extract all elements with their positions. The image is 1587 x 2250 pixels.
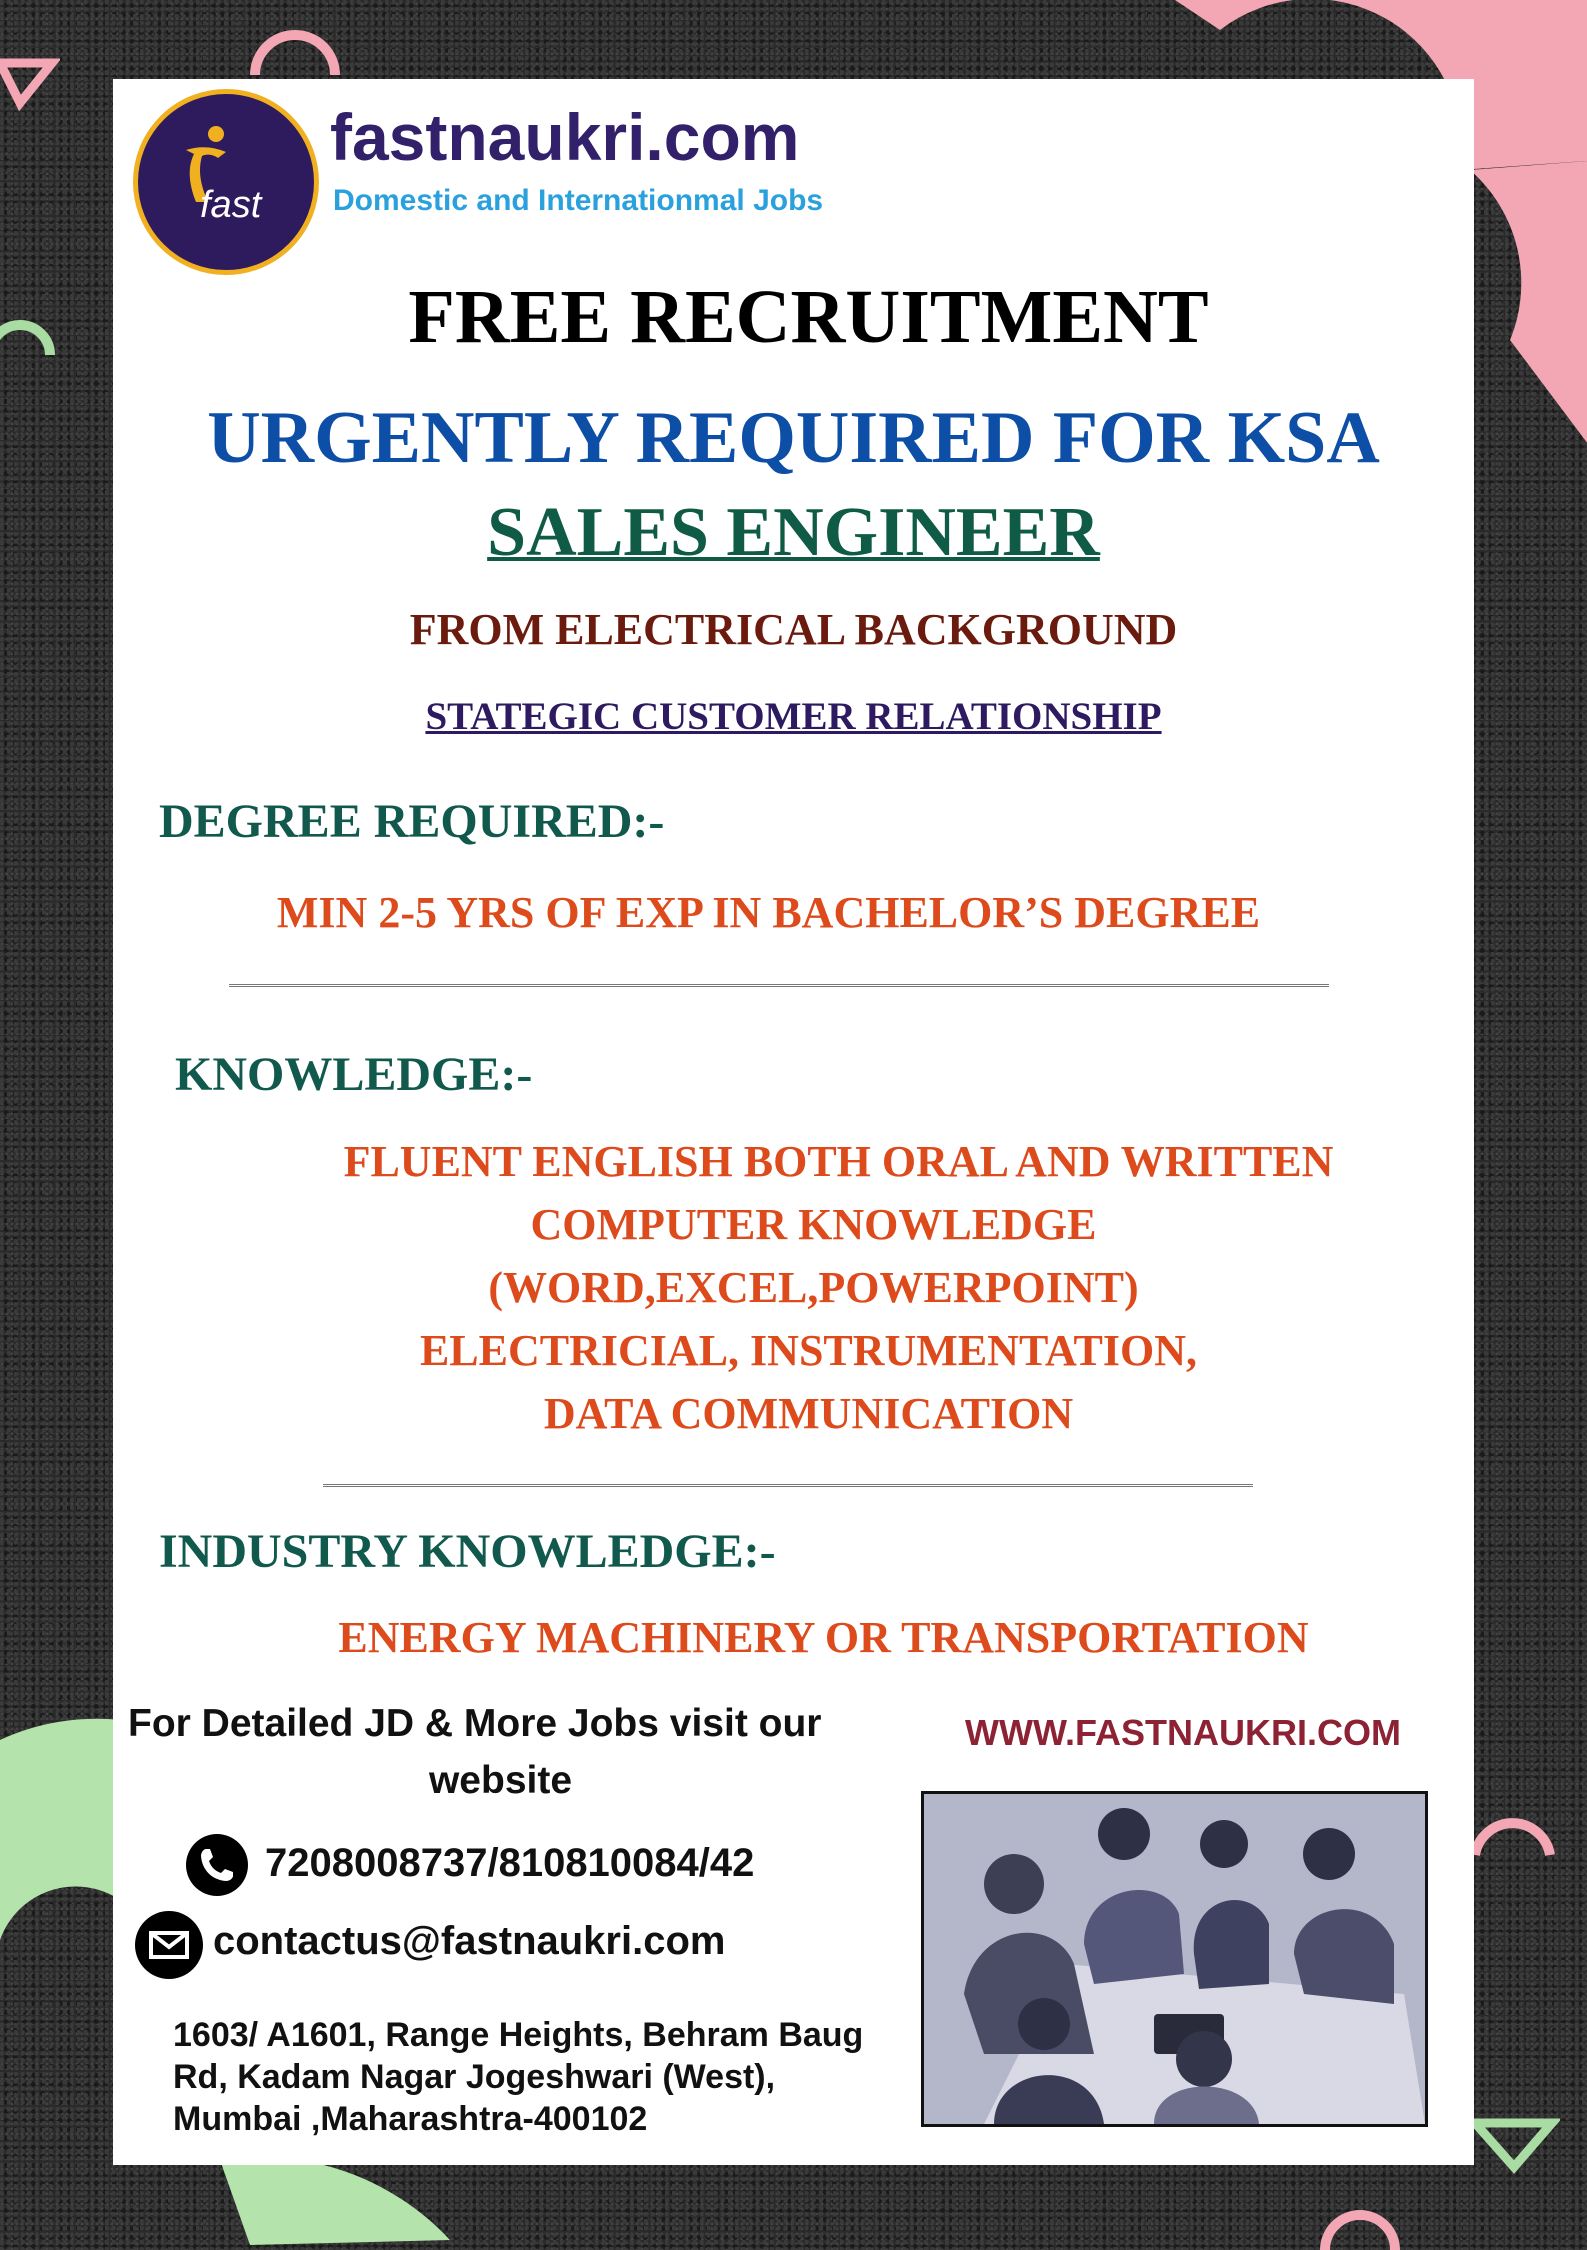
brand-logo — [133, 89, 319, 275]
knowledge-line: FLUENT ENGLISH BOTH ORAL AND WRITTEN — [343, 1137, 1334, 1186]
team-photo — [921, 1791, 1428, 2127]
green-semicircle-left — [0, 300, 60, 370]
address-line: 1603/ A1601, Range Heights, Behram Baug — [173, 2016, 864, 2054]
industry-heading: INDUSTRY KNOWLEDGE:- — [159, 1525, 776, 1578]
visit-line: For Detailed JD & More Jobs visit our — [128, 1702, 822, 1745]
divider — [229, 984, 1329, 987]
background-line: FROM ELECTRICAL BACKGROUND — [409, 605, 1178, 654]
knowledge-line: DATA COMMUNICATION — [543, 1389, 1074, 1438]
degree-text: MIN 2-5 YRS OF EXP IN BACHELOR’S DEGREE — [276, 888, 1261, 937]
knowledge-line: ELECTRICIAL, INSTRUMENTATION, — [419, 1326, 1198, 1375]
knowledge-line: COMPUTER KNOWLEDGE — [530, 1200, 1097, 1249]
phone-number[interactable]: 7208008737/810810084/42 — [265, 1841, 755, 1885]
visit-line-2: website — [428, 1759, 573, 1802]
focus-line: STATEGIC CUSTOMER RELATIONSHIP — [425, 695, 1162, 738]
brand-tagline: Domestic and Internationmal Jobs — [333, 184, 824, 217]
headline: FREE RECRUITMENT — [408, 275, 1209, 359]
people-illustration — [924, 1794, 1425, 2124]
pink-semicircle-top — [250, 20, 340, 80]
pink-semicircle-right — [1470, 1800, 1560, 1860]
poster-card — [113, 79, 1474, 2165]
phone-icon — [186, 1834, 248, 1896]
knowledge-heading: KNOWLEDGE:- — [175, 1048, 533, 1101]
pink-triangle-left — [0, 55, 60, 115]
address-line: Rd, Kadam Nagar Jogeshwari (West), — [173, 2058, 776, 2096]
address-line: Mumbai ,Maharashtra-400102 — [173, 2100, 648, 2138]
industry-text: ENERGY MACHINERY OR TRANSPORTATION — [338, 1613, 1309, 1662]
website-link[interactable]: WWW.FASTNAUKRI.COM — [965, 1712, 1401, 1753]
role-title: SALES ENGINEER — [487, 494, 1100, 571]
brand-name: fastnaukri.com — [330, 100, 800, 174]
mail-icon — [135, 1911, 203, 1979]
green-triangle-right — [1470, 2115, 1560, 2175]
email-address[interactable]: contactus@fastnaukri.com — [213, 1919, 726, 1963]
divider — [323, 1484, 1253, 1487]
logo-word: fast — [200, 184, 262, 226]
urgent-heading: URGENTLY REQUIRED FOR KSA — [207, 397, 1380, 479]
degree-heading: DEGREE REQUIRED:- — [159, 795, 665, 848]
pink-circle-bottom-right — [1320, 2210, 1400, 2250]
knowledge-line: (WORD,EXCEL,POWERPOINT) — [488, 1263, 1139, 1312]
